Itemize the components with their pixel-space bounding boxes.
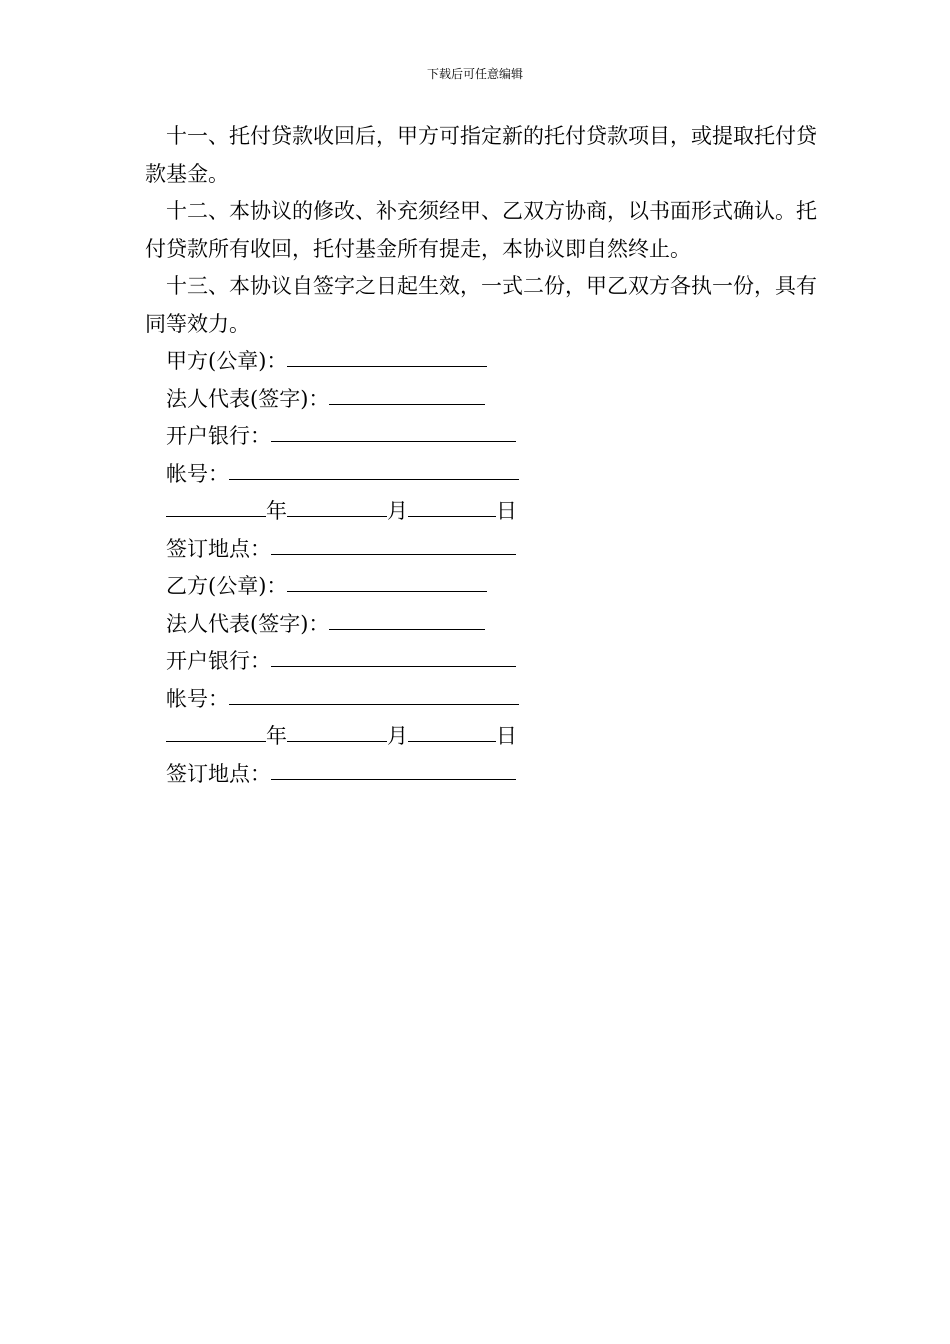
party-a-month-blank[interactable] [287,496,387,517]
party-b-day-blank[interactable] [408,721,496,742]
party-a-account-field [145,456,825,494]
clause-11: 十一、托付贷款收回后，甲方可指定新的托付贷款项目，或提取托付贷款基金。 [145,124,817,186]
party-a-place-field [145,531,825,569]
party-b-account-label: 帐号： [166,686,229,711]
party-b-bank-label: 开户银行： [166,649,271,673]
party-a-place-blank[interactable] [271,534,516,555]
party-a-place-label: 签订地点： [166,536,271,561]
party-b-seal-label: 乙方(公章)： [166,574,288,598]
party-b-place-label: 签订地点： [166,761,271,786]
party-b-seal-field [145,568,825,606]
document-body [145,118,825,793]
party-b-month-blank[interactable] [287,721,387,742]
party-a-month-label: 月 [387,499,408,523]
party-a-legal-rep-blank[interactable] [329,384,485,405]
party-a-seal-field [145,343,825,381]
party-a-bank-blank[interactable] [271,421,516,442]
clause-13: 十三、本协议自签字之日起生效，一式二份，甲乙双方各执一份，具有同等效力。 [145,274,817,336]
party-b-place-blank[interactable] [271,759,516,780]
party-a-day-blank[interactable] [408,496,496,517]
party-a-bank-label: 开户银行： [166,424,271,448]
party-b-month-label: 月 [387,724,408,748]
party-a-year-blank[interactable] [166,496,266,517]
party-b-year-label: 年 [266,724,287,748]
party-a-seal-blank[interactable] [287,346,487,367]
party-b-legal-rep-field [145,606,825,644]
page-header: 下载后可任意编辑 [426,67,523,81]
party-a-account-label: 帐号： [166,461,229,486]
party-b-date-field [145,718,825,756]
party-b-day-label: 日 [496,724,517,748]
party-a-account-blank[interactable] [229,459,519,480]
clause-12: 十二、本协议的修改、补充须经甲、乙双方协商，以书面形式确认。托付贷款所有收回，托付基金所有提走，本协议即自然终止。 [145,199,817,261]
party-b-legal-rep-blank[interactable] [329,609,485,630]
party-a-seal-label: 甲方(公章)： [166,349,288,373]
party-b-bank-blank[interactable] [271,646,516,667]
party-a-year-label: 年 [266,499,287,523]
party-b-bank-field [145,643,825,681]
party-a-date-field [145,493,825,531]
party-b-year-blank[interactable] [166,721,266,742]
party-b-seal-blank[interactable] [287,571,487,592]
party-b-legal-rep-label: 法人代表(签字)： [166,611,330,636]
party-a-legal-rep-field [145,381,825,419]
party-b-place-field [145,756,825,794]
party-b-account-blank[interactable] [229,684,519,705]
party-a-day-label: 日 [496,499,517,523]
party-b-account-field [145,681,825,719]
party-a-legal-rep-label: 法人代表(签字)： [166,386,330,411]
party-a-bank-field [145,418,825,456]
